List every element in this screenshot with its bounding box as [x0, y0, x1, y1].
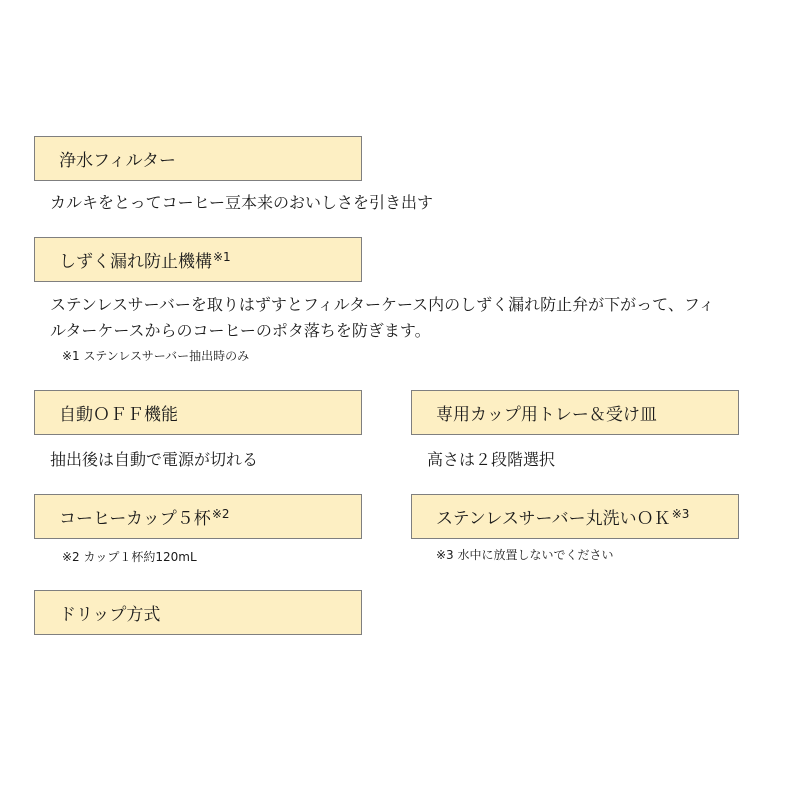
water-filter-desc: カルキをとってコーヒー豆本来のおいしさを引き出す — [50, 193, 434, 212]
auto-off-desc: 抽出後は自動で電源が切れる — [50, 450, 259, 469]
auto-off-title: 自動ＯＦＦ機能 — [59, 405, 178, 425]
drip-stop-note: ※1 ステンレスサーバー抽出時のみ — [62, 349, 250, 363]
five-cups-note: ※2 カップ１杯約120mL — [62, 550, 197, 564]
drip-method-title: ドリップ方式 — [59, 605, 161, 625]
five-cups-mark: ※2 — [211, 506, 230, 521]
cup-tray-heading — [411, 390, 739, 435]
server-wash-title: ステンレスサーバー丸洗いＯＫ — [436, 509, 671, 529]
drip-stop-title: しずく漏れ防止機構 — [59, 252, 212, 272]
water-filter-title: 浄水フィルター — [59, 151, 176, 171]
auto-off-heading — [34, 390, 362, 435]
server-wash-mark: ※3 — [671, 506, 690, 521]
server-wash-note: ※3 水中に放置しないでください — [436, 548, 614, 562]
drip-stop-desc-line1: ステンレスサーバーを取りはずすとフィルターケース内のしずく漏れ防止弁が下がって、フィ — [50, 295, 715, 314]
cup-tray-desc: 高さは２段階選択 — [427, 450, 556, 469]
water-filter-heading — [34, 136, 362, 181]
five-cups-heading — [34, 494, 362, 539]
server-wash-heading — [411, 494, 739, 539]
drip-stop-mark: ※1 — [213, 249, 231, 264]
drip-stop-heading — [34, 237, 362, 282]
drip-stop-desc-line2: ルターケースからのコーヒーのポタ落ちを防ぎます。 — [50, 321, 431, 340]
drip-method-heading — [34, 590, 362, 635]
five-cups-title: コーヒーカップ５杯 — [59, 509, 211, 529]
cup-tray-title: 専用カップ用トレー＆受け皿 — [436, 405, 657, 425]
